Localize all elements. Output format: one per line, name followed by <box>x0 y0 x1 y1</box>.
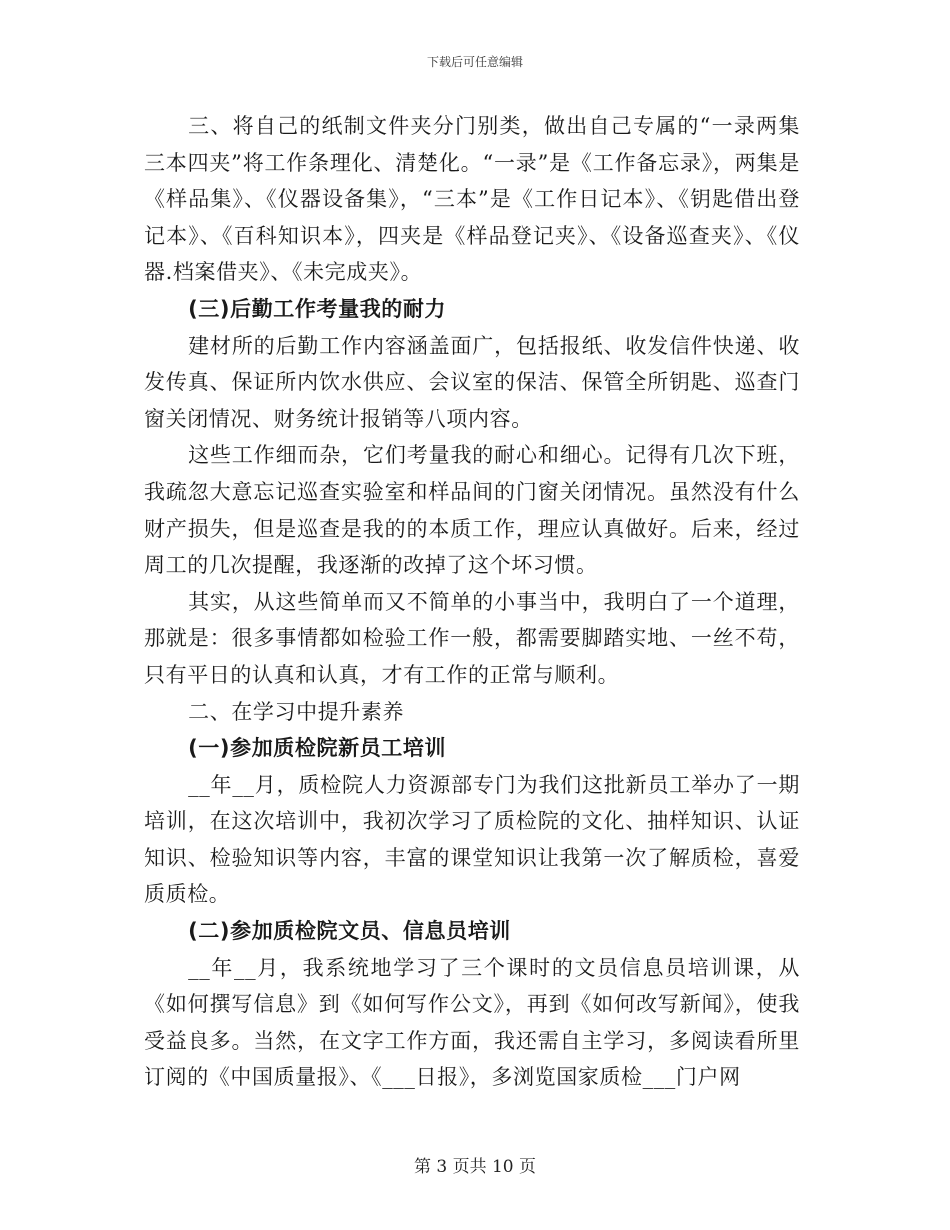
document-body <box>144 108 800 1096</box>
paragraph-lesson: 其实，从这些简单而又不简单的小事当中，我明白了一个道理，那就是：很多事情都如检验工作一般，都需要脚踏实地、一丝不苟，只有平日的认真和认真，才有工作的正常与顺利。 <box>144 589 800 687</box>
heading-new-staff-training: (一)参加质检院新员工培训 <box>188 736 447 761</box>
page-header: 下载后可任意编辑 <box>426 55 523 69</box>
paragraph-clerk-training: __年__月，我系统地学习了三个课时的文员信息员培训课，从《如何撰写信息》到《如何写作公文》，再到《如何改写新闻》，使我受益良多。当然，在文字工作方面，我还需自主学习，多阅读看所里订阅的《中国质量报》、《___日报》，多浏览国家质检___门户网 <box>144 955 800 1090</box>
heading-clerk-training: (二)参加质检院文员、信息员培训 <box>188 919 511 944</box>
paragraph-logistics-scope: 建材所的后勤工作内容涵盖面广，包括报纸、收发信件快递、收发传真、保证所内饮水供应、会议室的保洁、保管全所钥匙、巡查门窗关闭情况、财务统计报销等八项内容。 <box>144 333 800 431</box>
section-heading-learning: 二、在学习中提升素养 <box>188 699 405 724</box>
page-footer: 第 3 页共 10 页 <box>413 1157 537 1177</box>
heading-logistics: (三)后勤工作考量我的耐力 <box>188 296 447 321</box>
paragraph-folder-system: 三、将自己的纸制文件夹分门别类，做出自己专属的“一录两集三本四夹”将工作条理化、清楚化。“一录”是《工作备忘录》，两集是《样品集》、《仪器设备集》，“三本”是《工作日记本》、《钥匙借出登记本》、《百科知识本》，四夹是《样品登记夹》、《设备巡查夹》、《仪器.档案借夹》、《未完成夹》。 <box>144 114 800 285</box>
paragraph-patience: 这些工作细而杂，它们考量我的耐心和细心。记得有几次下班，我疏忽大意忘记巡查实验室和样品间的门窗关闭情况。虽然没有什么财产损失，但是巡查是我的的本质工作，理应认真做好。后来，经过周工的几次提醒，我逐渐的改掉了这个坏习惯。 <box>144 443 800 578</box>
paragraph-new-staff-training: __年__月，质检院人力资源部专门为我们这批新员工举办了一期培训，在这次培训中，我初次学习了质检院的文化、抽样知识、认证知识、检验知识等内容，丰富的课堂知识让我第一次了解质检，喜爱质质检。 <box>144 772 800 907</box>
